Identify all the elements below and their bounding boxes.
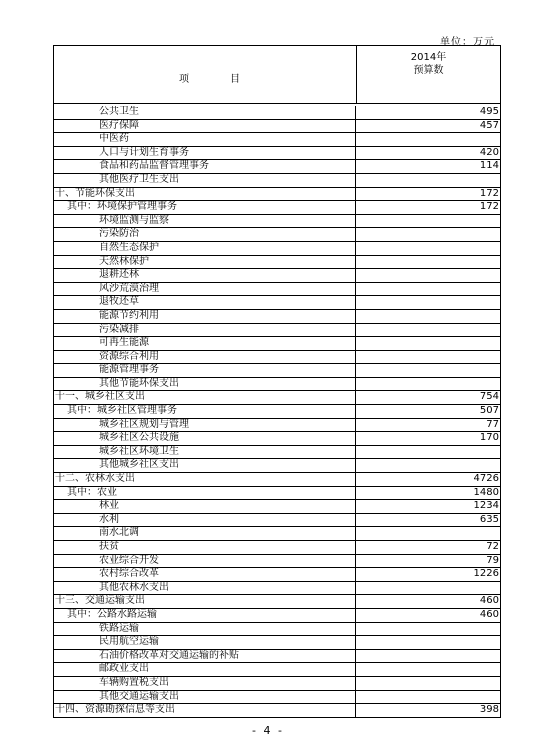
table-row: [54, 391, 500, 405]
unit-label: 单位：万元: [440, 37, 495, 48]
table-row: [54, 337, 500, 351]
row-item-name: 十、节能环保支出: [54, 188, 356, 201]
row-item-name: 公共卫生: [54, 106, 356, 119]
row-budget-value: [356, 378, 500, 391]
row-budget-value: [356, 228, 500, 241]
row-item-name: 能源节约利用: [54, 310, 356, 323]
table-row: [54, 432, 500, 446]
row-item-name: 其他医疗卫生支出: [54, 174, 356, 187]
table-row: [54, 487, 500, 501]
table-row: [54, 623, 500, 637]
row-item-name: 扶贫: [54, 541, 356, 554]
row-item-name: 十一、城乡社区支出: [54, 391, 356, 404]
table-row: [54, 228, 500, 242]
row-item-name: 石油价格改革对交通运输的补贴: [54, 650, 356, 663]
table-row: [54, 120, 500, 134]
table-row: [54, 446, 500, 460]
row-budget-value: [356, 269, 500, 282]
row-budget-value: 4726: [473, 473, 499, 485]
table-row: [54, 459, 500, 473]
row-item-name: 城乡社区规划与管理: [54, 419, 356, 432]
row-item-name: 城乡社区公共设施: [54, 432, 356, 445]
row-item-name: 人口与计划生育事务: [54, 147, 356, 160]
row-item-name: 水利: [54, 514, 356, 527]
row-item-name: 自然生态保护: [54, 242, 356, 255]
row-budget-value: 420: [479, 146, 499, 158]
row-budget-value: 495: [479, 106, 499, 117]
row-budget-value: [356, 364, 500, 377]
row-item-name: 退耕还林: [54, 269, 356, 282]
row-budget-value: [356, 677, 500, 690]
row-item-name: 铁路运输: [54, 623, 356, 636]
table-row: [54, 663, 500, 677]
table-row: [54, 555, 500, 569]
row-budget-value: [356, 242, 500, 255]
row-budget-value: 507: [479, 405, 499, 417]
row-budget-value: [356, 283, 500, 296]
row-item-name: 其中：环境保护管理事务: [54, 201, 356, 214]
row-item-name: 其中：城乡社区管理事务: [54, 405, 356, 418]
row-budget-value: 79: [486, 554, 499, 566]
table-row: [54, 310, 500, 324]
row-item-name: 其中：公路水路运输: [54, 609, 356, 622]
row-budget-value: 72: [486, 541, 499, 552]
table-row: [54, 364, 500, 378]
table-row: [54, 378, 500, 392]
table-row: [54, 595, 500, 609]
row-budget-value: 172: [479, 201, 499, 213]
row-budget-value: [356, 324, 500, 337]
row-budget-value: 1234: [473, 500, 499, 512]
table-row: [54, 147, 500, 161]
table-row: [54, 691, 500, 705]
row-item-name: 城乡社区环境卫生: [54, 446, 356, 459]
row-budget-value: [356, 133, 500, 146]
table-row: [54, 256, 500, 270]
year-label: 2014年: [410, 52, 447, 63]
row-budget-value: 754: [479, 391, 499, 403]
table-row: [54, 215, 500, 229]
row-item-name: 资源综合利用: [54, 351, 356, 364]
table-row: [54, 582, 500, 596]
table-row: [54, 351, 500, 365]
row-budget-value: 457: [479, 119, 499, 131]
row-item-name: 环境监测与监察: [54, 215, 356, 228]
row-budget-value: [356, 623, 500, 636]
row-item-name: 车辆购置税支出: [54, 677, 356, 690]
row-budget-value: [356, 174, 500, 187]
row-budget-value: 172: [479, 187, 499, 199]
row-item-name: 十三、交通运输支出: [54, 595, 356, 608]
budget-table: [53, 45, 501, 718]
row-budget-value: 635: [479, 513, 499, 525]
row-budget-value: 398: [479, 704, 499, 716]
table-row: [54, 473, 500, 487]
row-item-name: 可再生能源: [54, 337, 356, 350]
row-budget-value: [356, 582, 500, 595]
row-budget-value: [356, 446, 500, 459]
table-row: [54, 133, 500, 147]
row-budget-value: [356, 650, 500, 663]
row-item-name: 能源管理事务: [54, 364, 356, 377]
table-row: [54, 324, 500, 338]
item-column-header: [54, 46, 357, 103]
row-budget-value: 460: [479, 595, 499, 607]
row-item-name: 其他交通运输支出: [54, 691, 356, 704]
item-header-char-1: 项: [179, 74, 190, 85]
row-budget-value: [356, 636, 500, 649]
row-budget-value: [356, 351, 500, 364]
row-item-name: 林业: [54, 500, 356, 513]
item-header-char-2: 目: [230, 74, 241, 85]
row-budget-value: [356, 337, 500, 350]
table-row: [54, 677, 500, 691]
table-row: [54, 419, 500, 433]
row-budget-value: 460: [479, 608, 499, 620]
table-row: [54, 283, 500, 297]
table-row: [54, 188, 500, 202]
row-budget-value: [356, 296, 500, 309]
row-item-name: 民用航空运输: [54, 636, 356, 649]
row-item-name: 农业综合开发: [54, 555, 356, 568]
row-budget-value: 114: [479, 160, 499, 172]
row-budget-value: 1226: [473, 568, 499, 580]
row-item-name: 邮政业支出: [54, 663, 356, 676]
table-row: [54, 201, 500, 215]
table-header: [54, 46, 500, 104]
table-row: [54, 541, 500, 555]
table-row: [54, 650, 500, 664]
row-item-name: 十二、农林水支出: [54, 473, 356, 486]
row-item-name: 天然林保护: [54, 256, 356, 269]
row-item-name: 其他农林水支出: [54, 582, 356, 595]
table-row: [54, 160, 500, 174]
table-row: [54, 568, 500, 582]
row-budget-value: [356, 663, 500, 676]
table-row: [54, 527, 500, 541]
row-budget-value: 1480: [473, 486, 499, 498]
row-item-name: 其他节能环保支出: [54, 378, 356, 391]
table-row: [54, 704, 500, 718]
budget-label: 预算数: [413, 65, 444, 76]
table-row: [54, 174, 500, 188]
table-row: [54, 242, 500, 256]
table-row: [54, 269, 500, 283]
row-item-name: 中医药: [54, 133, 356, 146]
table-row: [54, 106, 500, 120]
table-row: [54, 636, 500, 650]
table-row: [54, 500, 500, 514]
row-budget-value: [356, 215, 500, 228]
row-budget-value: 77: [486, 418, 499, 430]
row-item-name: 污染减排: [54, 324, 356, 337]
row-budget-value: [356, 459, 500, 472]
row-item-name: 退牧还草: [54, 296, 356, 309]
table-row: [54, 514, 500, 528]
row-budget-value: 170: [479, 432, 499, 444]
row-item-name: 十四、资源勘探信息等支出: [54, 704, 356, 717]
row-budget-value: [356, 310, 500, 323]
budget-column-header: [357, 51, 500, 77]
table-body: [54, 106, 500, 718]
row-item-name: 其他城乡社区支出: [54, 459, 356, 472]
row-budget-value: [356, 691, 500, 704]
row-item-name: 南水北调: [54, 527, 356, 540]
table-row: [54, 405, 500, 419]
row-budget-value: [356, 527, 500, 540]
row-item-name: 食品和药品监督管理事务: [54, 160, 356, 173]
row-budget-value: [356, 256, 500, 269]
table-row: [54, 296, 500, 310]
row-item-name: 风沙荒漠治理: [54, 283, 356, 296]
row-item-name: 农村综合改革: [54, 568, 356, 581]
row-item-name: 医疗保障: [54, 120, 356, 133]
row-item-name: 污染防治: [54, 228, 356, 241]
table-row: [54, 609, 500, 623]
row-item-name: 其中：农业: [54, 487, 356, 500]
page-number: - 4 -: [252, 724, 284, 737]
